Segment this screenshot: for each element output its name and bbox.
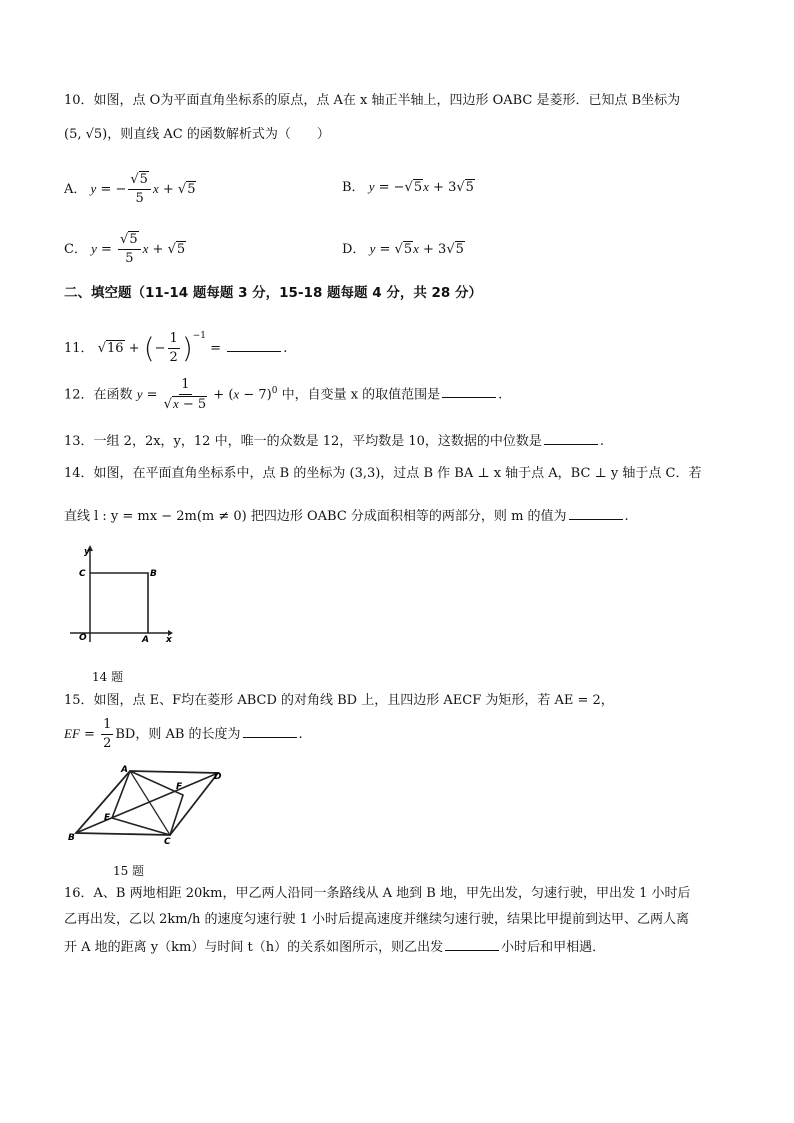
section-heading: 二、填空题（11-14 题每题 3 分，15-18 题每题 4 分，共 28 分） (64, 285, 483, 301)
label-b: B (68, 833, 75, 843)
q12-number: 12． (64, 387, 94, 403)
option-c-label: C． (64, 242, 87, 257)
q15-answer-blank[interactable] (243, 725, 297, 738)
q14-line2-text: 直线 l : y = mx − 2m(m ≠ 0) 把四边形 OABC 分成面积相等的两部分，则 m 的值为 (64, 509, 567, 524)
q11-answer-blank[interactable] (227, 339, 281, 352)
label-f: F (176, 782, 183, 792)
q11-number: 11． (64, 341, 94, 356)
q14-answer-blank[interactable] (569, 507, 623, 520)
square-oabc (90, 573, 148, 633)
label-d: D (214, 772, 222, 782)
q15-caption: 15 题 (113, 864, 145, 878)
q13-text: 13．一组 2，2x，y，12 中，唯一的众数是 12，平均数是 10，这数据的中位数是 (64, 434, 542, 449)
option-b-label: B． (342, 180, 365, 195)
q10-option-d: D． y = √5x + 3√5 (342, 241, 464, 257)
q16-answer-blank[interactable] (445, 938, 499, 951)
q10-line2: (5, √5)，则直线 AC 的函数解析式为（ ） (64, 127, 330, 142)
q12-answer-blank[interactable] (442, 385, 496, 398)
label-a: A (142, 635, 149, 645)
label-a: A (121, 765, 128, 775)
q16-line3-pre: 开 A 地的距离 y（km）与时间 t（h）的关系如图所示，则乙出发 (64, 940, 444, 955)
q16-line2: 乙再出发，乙以 2km/h 的速度匀速行驶 1 小时后提高速度并继续匀速行驶，结果比甲提前到达甲、乙两人离 (64, 912, 690, 927)
q10-option-a: A． y = − $\frac{√5}{5}$ x + √5 (64, 172, 196, 206)
q12-pre: 在函数 (93, 387, 133, 403)
option-d-label: D． (342, 242, 366, 257)
q15-figure (66, 762, 236, 848)
q16-line3-post: 小时后和甲相遇． (501, 940, 606, 955)
label-e: E (104, 813, 111, 823)
q16-line1: 16．A、B 两地相距 20km，甲乙两人沿同一条路线从 A 地到 B 地，甲先出发，匀速行驶，甲出发 1 小时后 (64, 886, 691, 901)
label-c: C (79, 569, 86, 579)
option-a-label: A． (64, 182, 87, 197)
q13: 13．一组 2，2x，y，12 中，唯一的众数是 12，平均数是 10，这数据的中位数是 . (64, 434, 605, 449)
label-o: O (79, 633, 87, 643)
q10-option-c: C． y = $\frac{√5}{5}$ x + √5 (64, 232, 186, 266)
label-x: x (166, 635, 172, 645)
q11: 11． √16 + (− $\frac{1}{2}$ )$^{-1}$ = . (64, 331, 288, 365)
q14-caption: 14 题 (92, 670, 124, 684)
q14-line2: 直线 l : y = mx − 2m(m ≠ 0) 把四边形 OABC 分成面积相等的两部分，则 m 的值为 . (64, 509, 629, 524)
q10-line1: 10．如图，点 O为平面直角坐标系的原点，点 A在 x 轴正半轴上，四边形 OABC 是菱形．已知点 B坐标为 (64, 93, 681, 108)
q15-line2: EF = $\frac{1}{2}$ BD，则 AB 的长度为 . (64, 717, 303, 751)
q12: 12．在函数 y = $\frac{1}{√x - 5}$ + $(x - 7)^0$ 中，自变量 x 的取值范围是 . (64, 376, 503, 412)
q12-post: 中，自变量 x 的取值范围是 (281, 387, 441, 403)
q16-line3 (64, 938, 605, 957)
label-y: y (84, 547, 90, 557)
diagonal-bd (76, 773, 218, 833)
label-b: B (150, 569, 157, 579)
q15-line1: 15．如图，点 E、F均在菱形 ABCD 的对角线 BD 上，且四边形 AECF 为矩形，若 AE = 2， (64, 693, 614, 708)
q10-option-b: B． y = −√5x + 3√5 (342, 179, 474, 195)
q14-line1: 14．如图，在平面直角坐标系中，点 B 的坐标为 (3,3)，过点 B 作 BA ⊥ x 轴于点 A，BC ⊥ y 轴于点 C．若 (64, 466, 702, 481)
q14-figure (62, 542, 174, 646)
q15-line2-text: BD，则 AB 的长度为 (115, 727, 241, 742)
q13-answer-blank[interactable] (544, 432, 598, 445)
label-c: C (164, 837, 171, 847)
